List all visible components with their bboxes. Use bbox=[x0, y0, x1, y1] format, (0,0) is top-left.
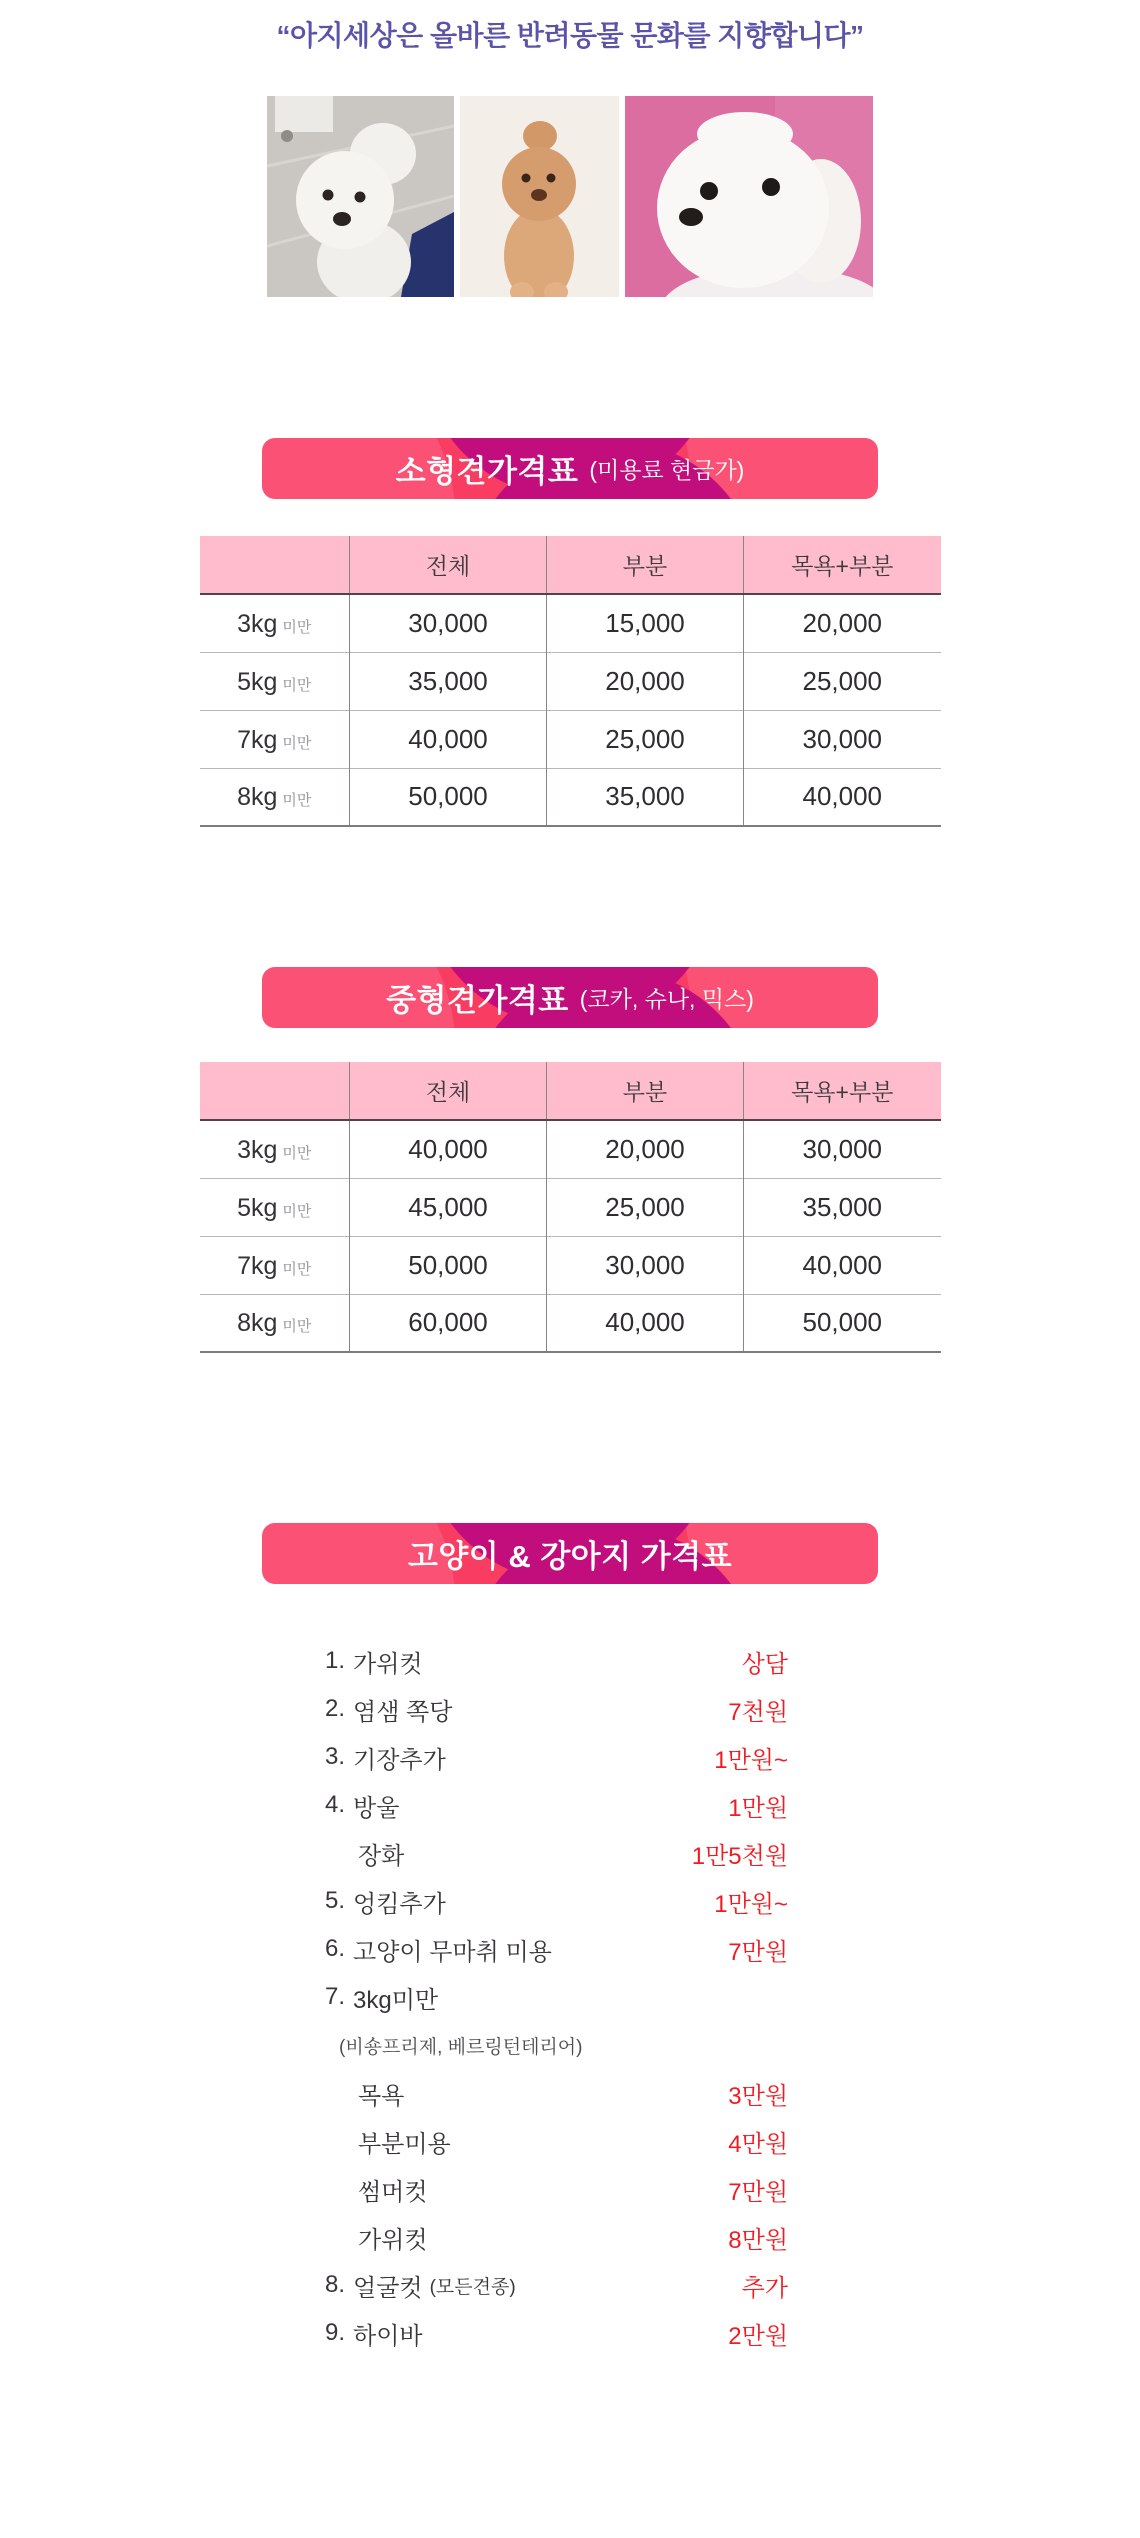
price-cell: 30,000 bbox=[744, 1120, 941, 1178]
item-price: 7천원 bbox=[728, 1698, 788, 1726]
table-header-full: 전체 bbox=[350, 1062, 547, 1120]
price-cell: 40,000 bbox=[350, 1120, 547, 1178]
price-list-item bbox=[325, 1973, 788, 2021]
price-list-item bbox=[325, 2213, 788, 2261]
price-list-item bbox=[325, 1925, 788, 1973]
item-label: 하이바 bbox=[353, 2322, 423, 2350]
item-price: 2만원 bbox=[728, 2322, 788, 2350]
table-header-empty bbox=[200, 536, 350, 594]
dog-photo-strip bbox=[0, 96, 1140, 297]
price-list-item bbox=[325, 1829, 788, 1877]
price-list-item bbox=[325, 2309, 788, 2357]
item-label: 고양이 무마취 미용 bbox=[353, 1938, 552, 1966]
weight-suffix: 미만 bbox=[282, 1202, 312, 1220]
price-list-item bbox=[325, 1877, 788, 1925]
item-label: 썸머컷 bbox=[358, 2178, 428, 2206]
table-row bbox=[200, 1236, 941, 1294]
item-note: (모든견종) bbox=[429, 2276, 516, 2298]
price-cell: 60,000 bbox=[350, 1294, 547, 1352]
table-row bbox=[200, 768, 941, 826]
item-number: 3. bbox=[325, 1743, 346, 1770]
weight-suffix: 미만 bbox=[282, 734, 312, 752]
price-cell: 40,000 bbox=[744, 1236, 941, 1294]
table-header-row bbox=[200, 536, 941, 594]
price-list-item bbox=[325, 1685, 788, 1733]
price-cell: 30,000 bbox=[547, 1236, 744, 1294]
item-label: 3kg미만 bbox=[353, 1986, 439, 2014]
price-list-item bbox=[325, 2261, 788, 2309]
table-row bbox=[200, 1294, 941, 1352]
cat-and-dog-price-list bbox=[325, 1637, 788, 2357]
weight-cell bbox=[200, 1178, 350, 1236]
dog-photo-white-maltese bbox=[625, 96, 873, 297]
banner-small-dog-title: 소형견가격표 bbox=[395, 454, 579, 489]
banner-cat-and-dog bbox=[262, 1523, 878, 1584]
price-list-note bbox=[325, 2021, 788, 2069]
banner-medium-dog-title: 중형견가격표 bbox=[386, 983, 569, 1018]
dog-photo-apricot-poodle bbox=[460, 96, 619, 297]
item-price: 상담 bbox=[741, 1650, 788, 1678]
medium-dog-price-table bbox=[200, 1062, 941, 1353]
banner-medium-dog-subtitle: (코카, 슈나, 믹스) bbox=[579, 986, 754, 1012]
banner-medium-dog bbox=[262, 967, 878, 1028]
page-title: “아지세상은 올바른 반려동물 문화를 지향합니다” bbox=[276, 20, 864, 51]
price-cell: 15,000 bbox=[547, 594, 744, 652]
item-price: 1만원 bbox=[728, 1794, 788, 1822]
weight-cell bbox=[200, 1120, 350, 1178]
price-cell: 40,000 bbox=[744, 768, 941, 826]
item-number: 6. bbox=[325, 1935, 346, 1962]
table-header-partial: 부분 bbox=[547, 1062, 744, 1120]
item-label: 방울 bbox=[353, 1794, 400, 1822]
price-list-item bbox=[325, 1637, 788, 1685]
price-list-item bbox=[325, 2069, 788, 2117]
banner-cat-and-dog-title: 고양이 & 강아지 가격표 bbox=[407, 1539, 733, 1574]
weight-cell bbox=[200, 1294, 350, 1352]
item-number: 8. bbox=[325, 2271, 346, 2298]
weight-suffix: 미만 bbox=[282, 1144, 312, 1162]
dog-photo-white-bichon bbox=[267, 96, 454, 297]
table-row bbox=[200, 1120, 941, 1178]
item-label: 장화 bbox=[358, 1842, 405, 1870]
item-price: 4만원 bbox=[728, 2130, 788, 2158]
price-list-item bbox=[325, 1781, 788, 1829]
price-cell: 40,000 bbox=[547, 1294, 744, 1352]
weight-cell bbox=[200, 768, 350, 826]
weight-label: 8kg bbox=[237, 1309, 278, 1338]
weight-label: 3kg bbox=[237, 609, 278, 638]
table-header-empty bbox=[200, 1062, 350, 1120]
price-cell: 25,000 bbox=[547, 710, 744, 768]
price-cell: 25,000 bbox=[547, 1178, 744, 1236]
weight-suffix: 미만 bbox=[282, 676, 312, 694]
price-cell: 20,000 bbox=[547, 652, 744, 710]
item-price: 1만원~ bbox=[714, 1890, 788, 1918]
banner-small-dog bbox=[262, 438, 878, 499]
price-cell: 50,000 bbox=[350, 1236, 547, 1294]
weight-cell bbox=[200, 652, 350, 710]
price-cell: 20,000 bbox=[547, 1120, 744, 1178]
weight-label: 5kg bbox=[237, 1193, 278, 1222]
item-number: 9. bbox=[325, 2319, 346, 2346]
price-cell: 35,000 bbox=[547, 768, 744, 826]
weight-cell bbox=[200, 710, 350, 768]
dog-photo-1-graphic bbox=[267, 96, 454, 297]
item-price: 추가 bbox=[741, 2274, 788, 2302]
item-number: 4. bbox=[325, 1791, 346, 1818]
item-label: 부분미용 bbox=[358, 2130, 451, 2158]
price-cell: 50,000 bbox=[744, 1294, 941, 1352]
weight-suffix: 미만 bbox=[282, 618, 312, 636]
item-price: 1만5천원 bbox=[691, 1842, 788, 1870]
weight-label: 7kg bbox=[237, 725, 278, 754]
item-label: 목욕 bbox=[358, 2082, 405, 2110]
item-price: 3만원 bbox=[728, 2082, 788, 2110]
item-label: (비숑프리제, 베르링턴테리어) bbox=[339, 2036, 583, 2058]
price-list-item bbox=[325, 1733, 788, 1781]
price-cell: 25,000 bbox=[744, 652, 941, 710]
price-list-item bbox=[325, 2117, 788, 2165]
table-header-partial: 부분 bbox=[547, 536, 744, 594]
item-price: 1만원~ bbox=[714, 1746, 788, 1774]
weight-suffix: 미만 bbox=[282, 792, 312, 810]
item-label: 기장추가 bbox=[353, 1746, 446, 1774]
item-number: 1. bbox=[325, 1647, 346, 1674]
item-price: 7만원 bbox=[728, 2178, 788, 2206]
table-header-bath-partial: 목욕+부분 bbox=[744, 1062, 941, 1120]
item-label: 가위컷 bbox=[353, 1650, 423, 1678]
item-number: 7. bbox=[325, 1983, 346, 2010]
table-row bbox=[200, 594, 941, 652]
dog-photo-2-graphic bbox=[460, 96, 619, 297]
weight-label: 3kg bbox=[237, 1135, 278, 1164]
price-cell: 30,000 bbox=[744, 710, 941, 768]
table-row bbox=[200, 710, 941, 768]
weight-label: 5kg bbox=[237, 667, 278, 696]
table-header-bath-partial: 목욕+부분 bbox=[744, 536, 941, 594]
weight-cell bbox=[200, 1236, 350, 1294]
table-row bbox=[200, 652, 941, 710]
item-price: 7만원 bbox=[728, 1938, 788, 1966]
price-cell: 20,000 bbox=[744, 594, 941, 652]
item-label: 얼굴컷 bbox=[353, 2274, 423, 2302]
weight-suffix: 미만 bbox=[282, 1318, 312, 1336]
price-cell: 35,000 bbox=[350, 652, 547, 710]
item-label: 염샘 쪽당 bbox=[353, 1698, 453, 1726]
weight-label: 7kg bbox=[237, 1251, 278, 1280]
price-cell: 45,000 bbox=[350, 1178, 547, 1236]
banner-small-dog-subtitle: (미용료 현금가) bbox=[589, 457, 745, 483]
price-cell: 30,000 bbox=[350, 594, 547, 652]
table-header-full: 전체 bbox=[350, 536, 547, 594]
item-label: 가위컷 bbox=[358, 2226, 428, 2254]
item-number: 2. bbox=[325, 1695, 346, 1722]
small-dog-price-table bbox=[200, 536, 941, 827]
item-label: 엉킴추가 bbox=[353, 1890, 446, 1918]
dog-photo-3-graphic bbox=[625, 96, 873, 297]
price-cell: 50,000 bbox=[350, 768, 547, 826]
table-row bbox=[200, 1178, 941, 1236]
table-header-row bbox=[200, 1062, 941, 1120]
price-list-item bbox=[325, 2165, 788, 2213]
price-cell: 40,000 bbox=[350, 710, 547, 768]
price-cell: 35,000 bbox=[744, 1178, 941, 1236]
item-price: 8만원 bbox=[728, 2226, 788, 2254]
item-number: 5. bbox=[325, 1887, 346, 1914]
weight-label: 8kg bbox=[237, 783, 278, 812]
weight-cell bbox=[200, 594, 350, 652]
weight-suffix: 미만 bbox=[282, 1260, 312, 1278]
